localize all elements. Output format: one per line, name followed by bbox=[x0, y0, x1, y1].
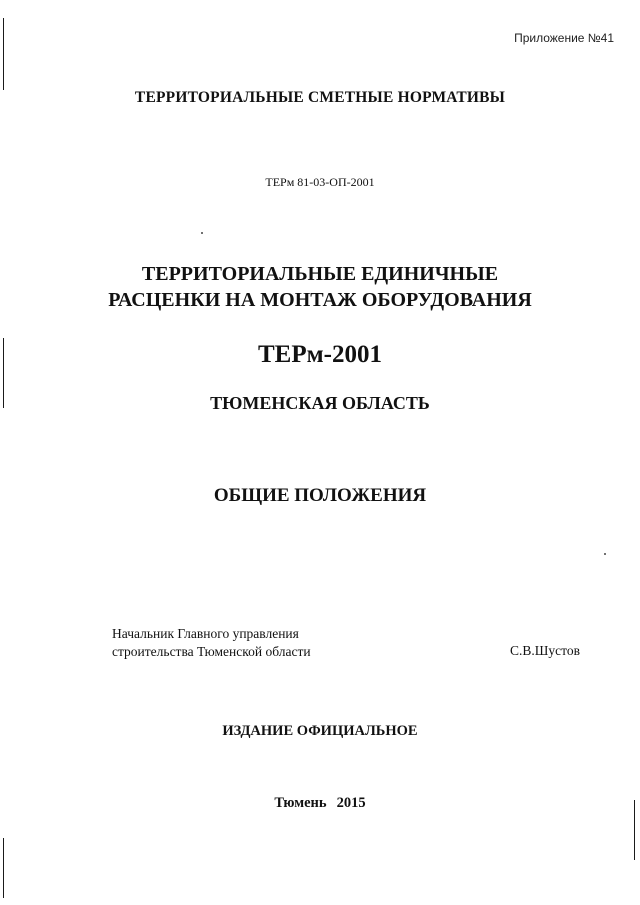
approver-name: С.В.Шустов bbox=[510, 643, 580, 658]
section-title: ОБЩИЕ ПОЛОЖЕНИЯ bbox=[213, 485, 427, 506]
scan-speck bbox=[201, 232, 203, 234]
edition-label: ИЗДАНИЕ ОФИЦИАЛЬНОЕ bbox=[222, 723, 418, 739]
scan-speck bbox=[604, 553, 606, 555]
region-name: ТЮМЕНСКАЯ ОБЛАСТЬ bbox=[210, 393, 430, 413]
scan-edge-left-top bbox=[3, 18, 4, 90]
place-and-year bbox=[0, 795, 640, 812]
approver-position bbox=[112, 625, 311, 661]
approver-line-2: строительства Тюменской области bbox=[112, 644, 311, 659]
approver-line-1: Начальник Главного управления bbox=[112, 626, 299, 641]
document-title bbox=[0, 261, 640, 313]
publication-year: 2015 bbox=[336, 795, 366, 811]
document-code: ТЕРм 81-03-ОП-2001 bbox=[265, 175, 375, 189]
term-designation: ТЕРм-2001 bbox=[258, 341, 382, 368]
appendix-label: Приложение №41 bbox=[514, 31, 614, 45]
document-header: ТЕРРИТОРИАЛЬНЫЕ СМЕТНЫЕ НОРМАТИВЫ bbox=[134, 89, 506, 106]
city-name: Тюмень bbox=[274, 795, 327, 811]
title-line-1: ТЕРРИТОРИАЛЬНЫЕ ЕДИНИЧНЫЕ bbox=[141, 263, 499, 285]
scan-edge-left-bottom bbox=[3, 838, 4, 898]
title-line-2: РАСЦЕНКИ НА МОНТАЖ ОБОРУДОВАНИЯ bbox=[108, 289, 532, 311]
